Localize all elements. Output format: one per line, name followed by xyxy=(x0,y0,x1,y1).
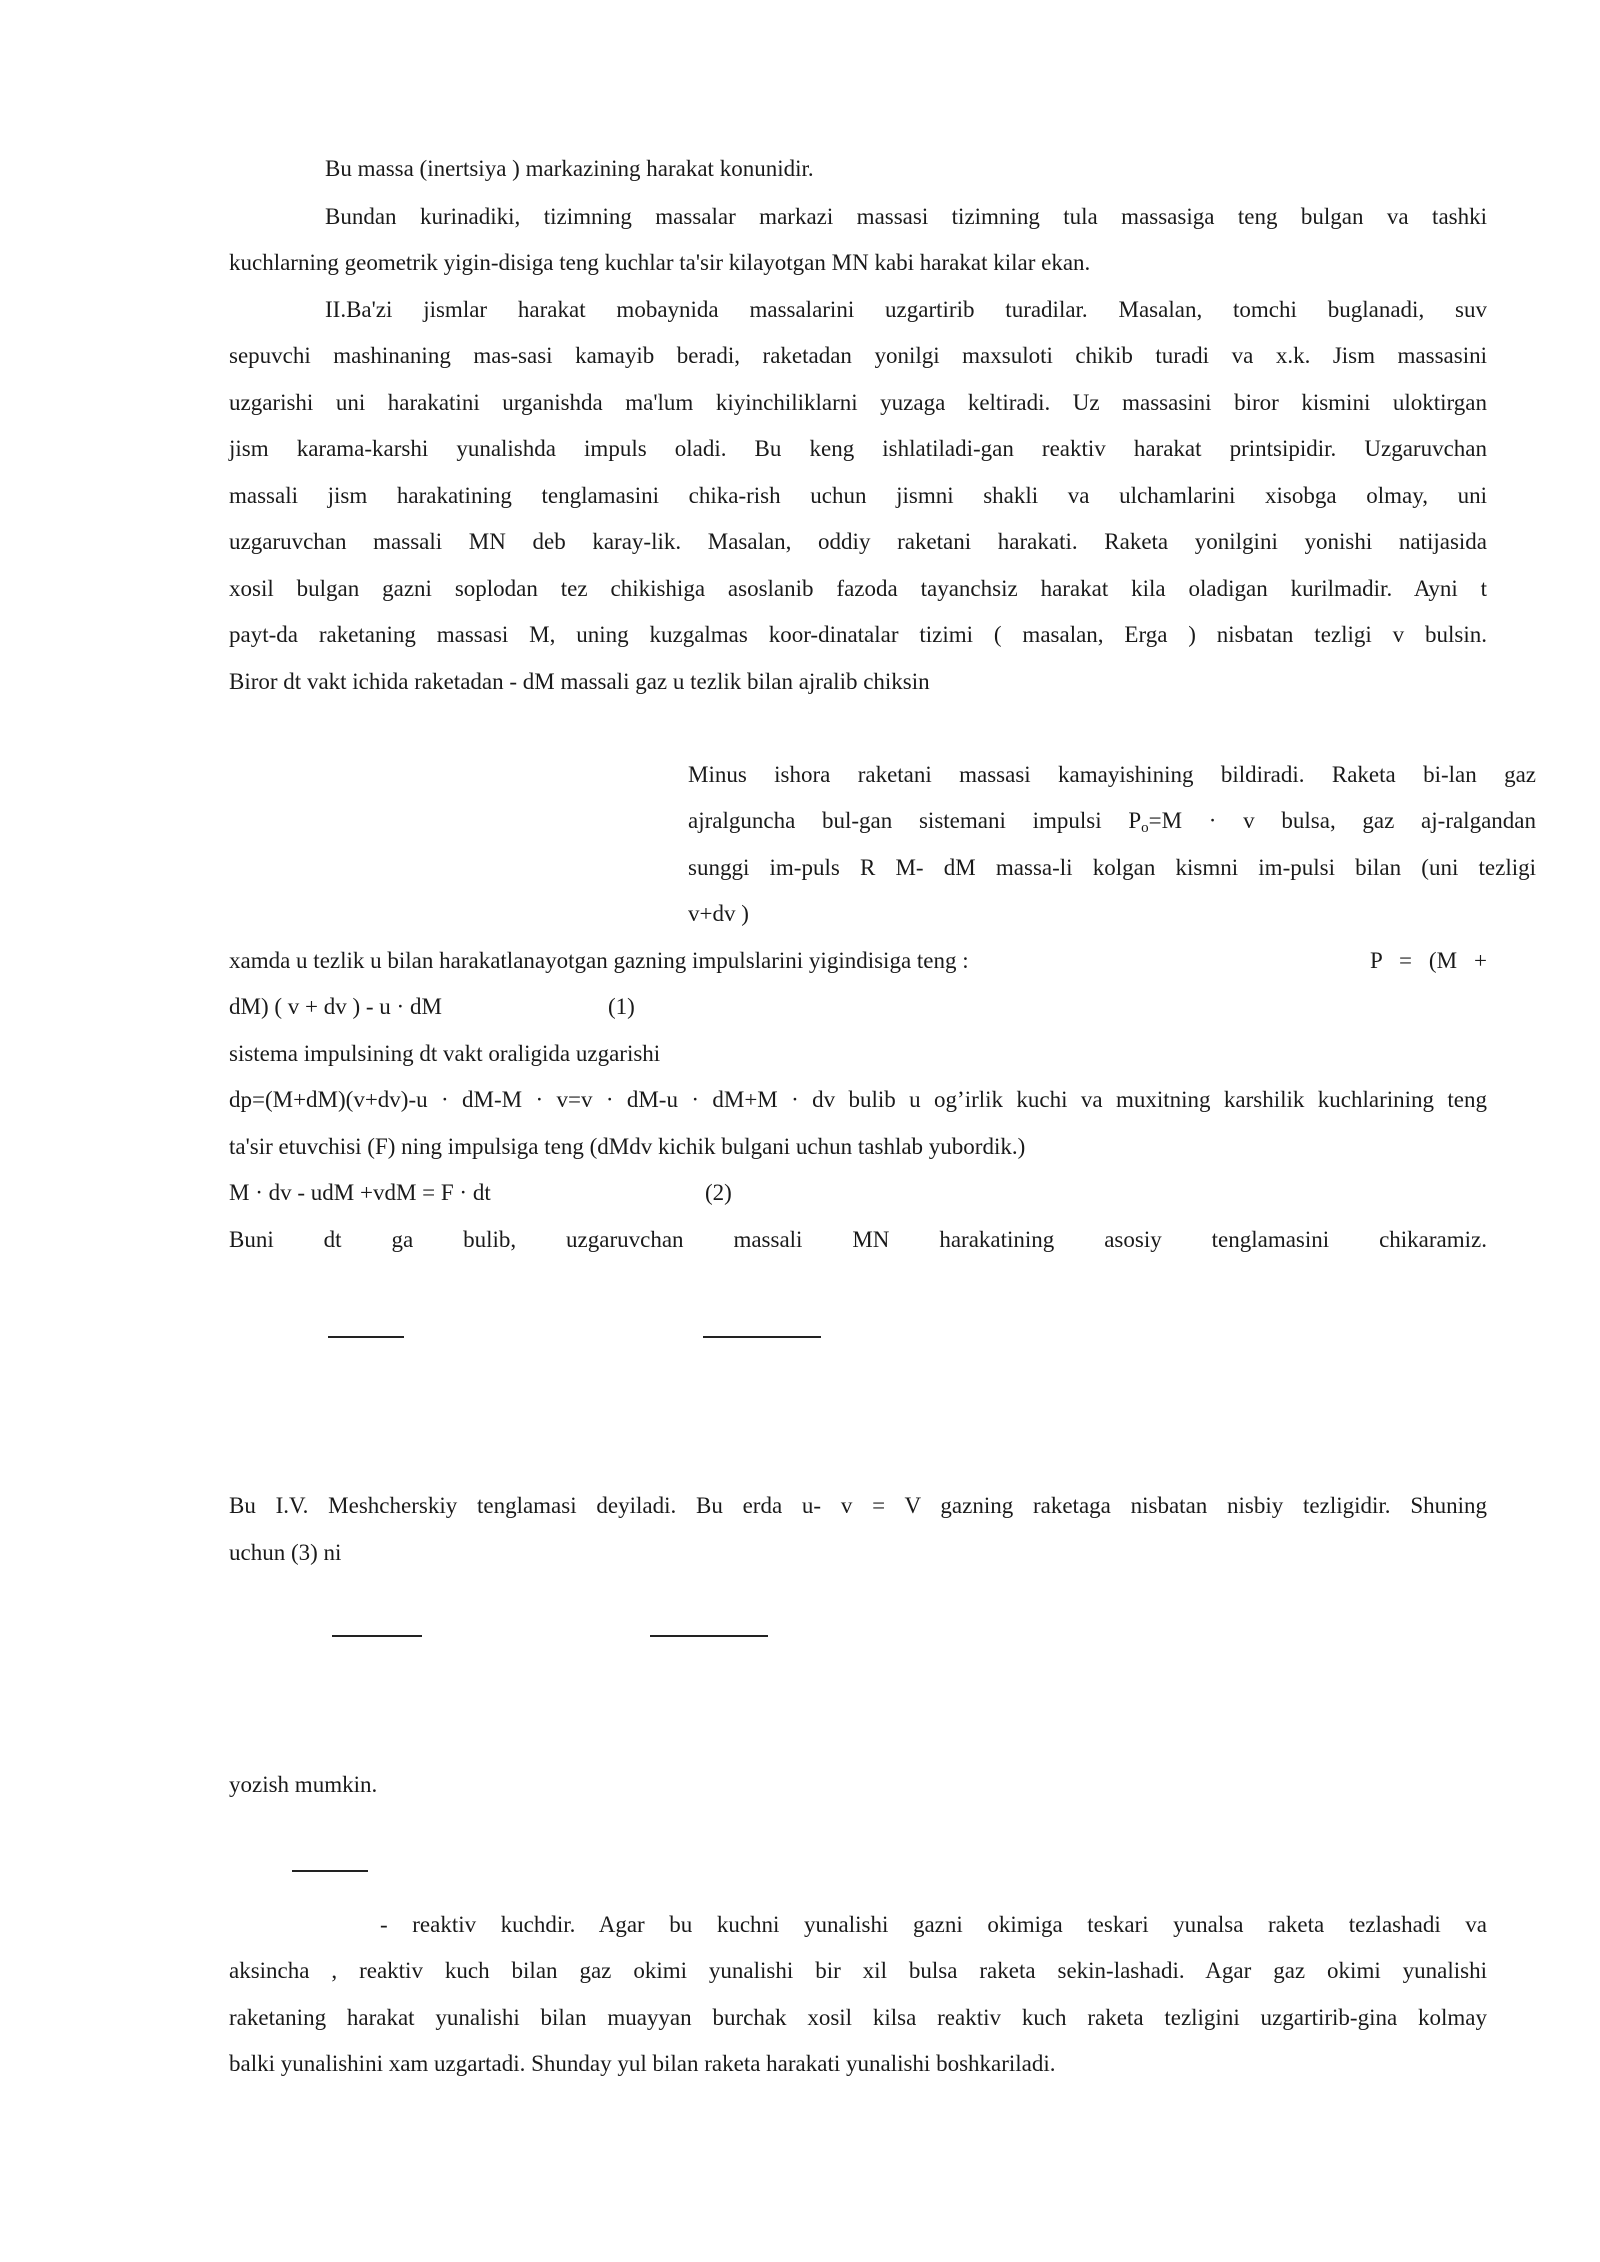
formula-line: dM) ( v + dv ) - u · dM xyxy=(229,994,442,1019)
paragraph-line: yozish mumkin. xyxy=(229,1772,378,1797)
text-fragment: =M · v bulsa, gaz aj-ralgandan xyxy=(1148,808,1536,833)
paragraph-line: jism karama-karshi yunalishda impuls oladi. Bu keng ishlatiladi-gan reaktiv harakat printsipidir. Uzgaruvchan xyxy=(229,436,1487,461)
paragraph-line: v+dv ) xyxy=(688,901,749,926)
formula-line: M · dv - udM +vdM = F · dt xyxy=(229,1180,491,1205)
paragraph-line: uchun (3) ni xyxy=(229,1540,342,1565)
fraction-bar xyxy=(332,1635,422,1637)
equation-number: (1) xyxy=(608,994,635,1019)
paragraph-line: Minus ishora raketani massasi kamayishining bildiradi. Raketa bi-lan gaz xyxy=(688,762,1536,787)
fraction-bar xyxy=(292,1870,368,1872)
paragraph-line: xamda u tezlik u bilan harakatlanayotgan gazning impulslarini yigindisiga teng : xyxy=(229,948,969,973)
text-fragment: ajralguncha bul-gan sistemani impulsi P xyxy=(688,808,1142,833)
subscript: o xyxy=(1141,820,1149,836)
paragraph-line: Bundan kurinadiki, tizimning massalar markazi massasi tizimning tula massasiga teng bulgan va tashki xyxy=(325,204,1487,229)
paragraph-line xyxy=(688,806,1536,843)
paragraph-line: payt-da raketaning massasi M, uning kuzgalmas koor-dinatalar tizimi ( masalan, Erga ) nisbatan tezligi v bulsin. xyxy=(229,622,1487,647)
paragraph-line: kuchlarning geometrik yigin-disiga teng kuchlar ta'sir kilayotgan MN kabi harakat kilar ekan. xyxy=(229,250,1091,275)
paragraph-line: xosil bulgan gazni soplodan tez chikishiga asoslanib fazoda tayanchsiz harakat kila oladigan kurilmadir. Ayni t xyxy=(229,576,1487,601)
fraction-bar xyxy=(650,1635,768,1637)
paragraph-line: Bu I.V. Meshcherskiy tenglamasi deyiladi. Bu erda u- v = V gazning raketaga nisbatan nisbiy tezligidir. Shuning xyxy=(229,1493,1487,1518)
formula-fragment: P = (M + xyxy=(1370,948,1487,973)
paragraph-line: - reaktiv kuchdir. Agar bu kuchni yunalishi gazni okimiga teskari yunalsa raketa tezlashadi va xyxy=(380,1912,1487,1937)
paragraph-line: sistema impulsining dt vakt oraligida uzgarishi xyxy=(229,1041,661,1066)
paragraph-line: Bu massa (inertsiya ) markazining harakat konunidir. xyxy=(325,156,814,181)
paragraph-line: sepuvchi mashinaning mas-sasi kamayib beradi, raketadan yonilgi maxsuloti chikib turadi va x.k. Jism massasini xyxy=(229,343,1487,368)
paragraph-line: sunggi im-puls R M- dM massa-li kolgan kismni im-pulsi bilan (uni tezligi xyxy=(688,855,1536,880)
paragraph-line: Biror dt vakt ichida raketadan - dM massali gaz u tezlik bilan ajralib chiksin xyxy=(229,669,930,694)
paragraph-line: massali jism harakatining tenglamasini chika-rish uchun jismni shakli va ulchamlarini xisobga olmay, uni xyxy=(229,483,1487,508)
paragraph-line: uzgaruvchan massali MN deb karay-lik. Masalan, oddiy raketani harakati. Raketa yonilgini yonishi natijasida xyxy=(229,529,1487,554)
fraction-bar xyxy=(328,1336,404,1338)
equation-number: (2) xyxy=(705,1180,732,1205)
paragraph-line: uzgarishi uni harakatini urganishda ma'lum kiyinchiliklarni yuzaga keltiradi. Uz massasini biror kismini uloktirgan xyxy=(229,390,1487,415)
paragraph-line: dp=(M+dM)(v+dv)-u · dM-M · v=v · dM-u · dM+M · dv bulib u og’irlik kuchi va muxitning karshilik kuchlarining teng xyxy=(229,1087,1487,1112)
paragraph-line: Buni dt ga bulib, uzgaruvchan massali MN harakatining asosiy tenglamasini chikaramiz. xyxy=(229,1227,1487,1252)
paragraph-line: balki yunalishini xam uzgartadi. Shunday yul bilan raketa harakati yunalishi boshkariladi. xyxy=(229,2051,1056,2076)
paragraph-line: aksincha , reaktiv kuch bilan gaz okimi yunalishi bir xil bulsa raketa sekin-lashadi. Agar gaz okimi yunalishi xyxy=(229,1958,1487,1983)
fraction-bar xyxy=(703,1336,821,1338)
paragraph-line: II.Ba'zi jismlar harakat mobaynida massalarini uzgartirib turadilar. Masalan, tomchi buglanadi, suv xyxy=(325,297,1487,322)
paragraph-line: ta'sir etuvchisi (F) ning impulsiga teng (dMdv kichik bulgani uchun tashlab yubordik.) xyxy=(229,1134,1026,1159)
paragraph-line: raketaning harakat yunalishi bilan muayyan burchak xosil kilsa reaktiv kuch raketa tezligini uzgartirib-gina kolmay xyxy=(229,2005,1487,2030)
